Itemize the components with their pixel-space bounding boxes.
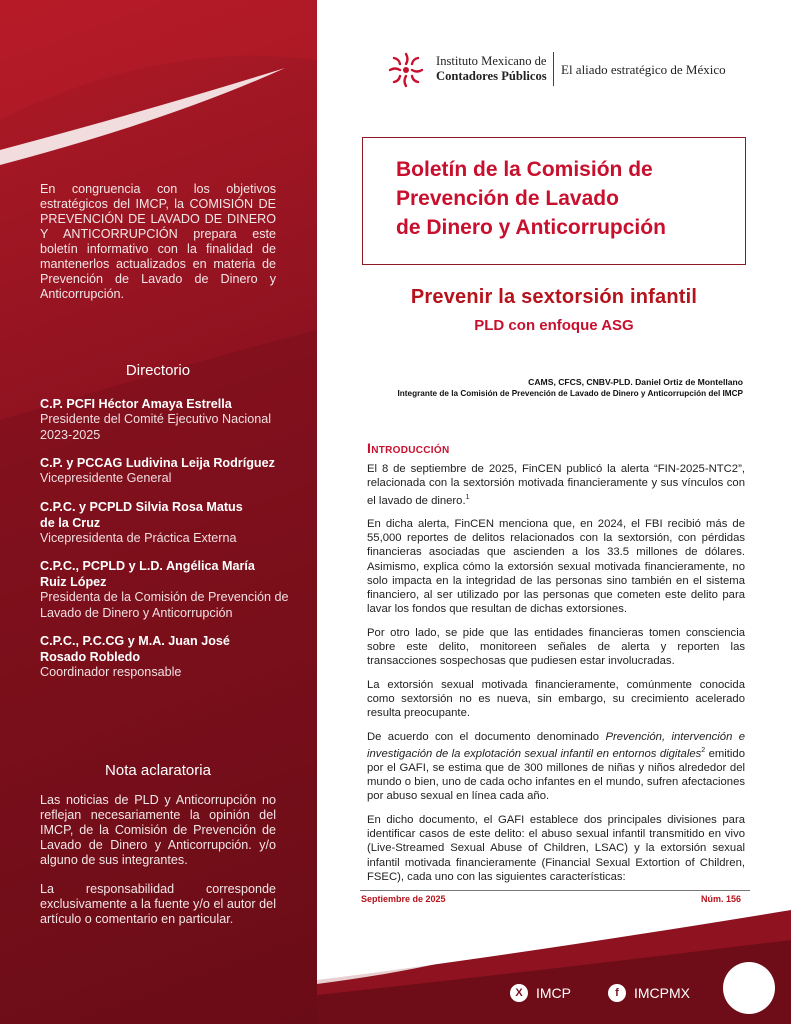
director-name: C.P. PCFI Héctor Amaya Estrella [40,397,232,411]
header-divider [553,52,554,86]
paragraph: En dicha alerta, FinCEN menciona que, en 2024, el FBI recibió más de 55,000 reportes de delitos relacionados con la sextorsión, con pérdidas financieras asociadas que ascienden a los 33.5 millones de dólares. Asimismo, explica cómo la extorsión sexual motivada financieramente, no solo impacta en la integridad de las personas sino también en el sistema financiero, al ser utilizado por las personas que cometen este delito para lavar los fondos que resultan de dichas extorsiones. [367,517,745,616]
nota-paragraph: Las noticias de PLD y Anticorrupción no reflejan necesariamente la opinión del IMCP, de la Comisión de Prevención de Lavado de Dinero y Anticorrupción. y/o alguno de sus integrantes. [40,793,276,867]
nota-title: Nota aclaratoria [105,762,211,779]
directorio-title: Directorio [125,362,191,379]
list-item [40,455,290,487]
footnote-ref[interactable]: 1 [465,493,470,501]
paragraph: De acuerdo con el documento denominado Prevención, intervención e investigación de la explotación sexual infantil en entornos digitales$^2$ emitido por el GAFI, se estima que de 300 millones de niñas y niños alrededor del mundo o bien, uno de cada ocho infantes en el mundo, sufren afectaciones por abuso sexual en línea cada año. [367,730,746,803]
institute-line2: Contadores Públicos [436,69,547,83]
social-facebook[interactable] [608,984,690,1002]
nota-paragraph: La responsabilidad corresponde exclusivamente a la fuente y/o el autor del artículo o comentario en particular. [40,882,276,926]
footer-wave [317,900,791,1024]
bulletin-title-box [362,137,746,265]
director-role: Presidenta de la Comisión de Prevención de Lavado de Dinero y Anticorrupción [40,590,289,620]
title-line: de Dinero y Anticorrupción [396,216,666,239]
sidebar [0,0,317,1024]
institute-name [436,54,547,84]
section-heading: Introducción [367,440,450,456]
director-name: C.P.C. y PCPLD Silvia Rosa Matus de la Cruz [40,499,243,530]
social-x-handle: IMCP [536,985,571,1001]
director-role: Presidente del Comité Ejecutivo Nacional 2023-2025 [40,412,272,442]
institute-line1: Instituto Mexicano de [436,54,547,68]
social-facebook-handle: IMCPMX [634,985,690,1001]
directorio-list [40,396,290,693]
x-icon: X [510,984,528,1002]
list-item [40,499,290,547]
director-role: Vicepresidenta de Práctica Externa [40,530,237,545]
paragraph: En dicho documento, el GAFI establece dos principales divisiones para identificar casos de este delito: el abuso sexual infantil transmitido en vivo (Live-Streamed Sexual Abuse of Children, LSAC) y la extorsión sexual infantil motivada financieramente (Financial Sexual Extortion of Children, FSEC), cada uno con las siguientes características: [367,813,745,883]
director-role: Coordinador responsable [40,665,182,679]
list-item [40,633,290,681]
footnote-ref[interactable]: 2 [701,746,706,754]
title-line: Prevención de Lavado [396,187,619,210]
article-body [367,462,745,893]
imcp-logo-icon [386,50,426,90]
sidebar-intro: En congruencia con los objetivos estratégicos del IMCP, la COMISIÓN DE PREVENCIÓN DE LAVADO DE DINERO Y ANTICORRUPCIÓN prepara este boletín informativo con la finalidad de mantenerlos actualizados en materia de Prevención de Lavado de Dinero y Anticorrupción. [40,182,276,301]
list-item [40,396,290,443]
director-name: C.P.C., P.C.CG y M.A. Juan José Rosado Robledo [40,634,230,664]
list-item [40,558,290,621]
paragraph: Por otro lado, se pide que las entidades financieras tomen consciencia sobre este delito, monitoreen señales de alerta y reporten las transacciones sospechosas que pudiesen estar involucradas. [367,626,745,668]
author-affiliation: Integrante de la Comisión de Prevención de Lavado de Dinero y Anticorrupción del IMCP [397,389,743,398]
article-subtitle: PLD con enfoque ASG [474,317,634,334]
title-line: Boletín de la Comisión de [396,158,653,181]
footer-issue-number: Núm. 156 [701,894,742,904]
paragraph: El 8 de septiembre de 2025, FinCEN publicó la alerta “FIN-2025-NTC2”, relacionada con la sextorsión motivada financieramente y sus vínculos con el lavado de dinero.$^1$ [367,463,745,507]
bulletin-title [396,155,666,242]
facebook-icon: f [608,984,626,1002]
author-credentials: CAMS, CFCS, CNBV-PLD. Daniel Ortiz de Montellano [528,377,743,387]
slogan: El aliado estratégico de México [561,62,726,77]
article-title: Prevenir la sextorsión infantil [410,286,698,308]
social-x[interactable] [510,984,571,1002]
director-name: C.P. y PCCAG Ludivina Leija Rodríguez [40,456,275,470]
director-name: C.P.C., PCPLD y L.D. Angélica María Ruiz López [40,559,255,589]
nota-aclaratoria [40,793,276,941]
footer-date: Septiembre de 2025 [361,894,446,904]
paragraph: La extorsión sexual motivada financieramente, comúnmente conocida como sextorsión no es nueva, sin embargo, su crecimiento acelerado resulta preocupante. [367,678,745,720]
director-role: Vicepresidente General [40,471,172,485]
footer-divider [360,890,750,891]
